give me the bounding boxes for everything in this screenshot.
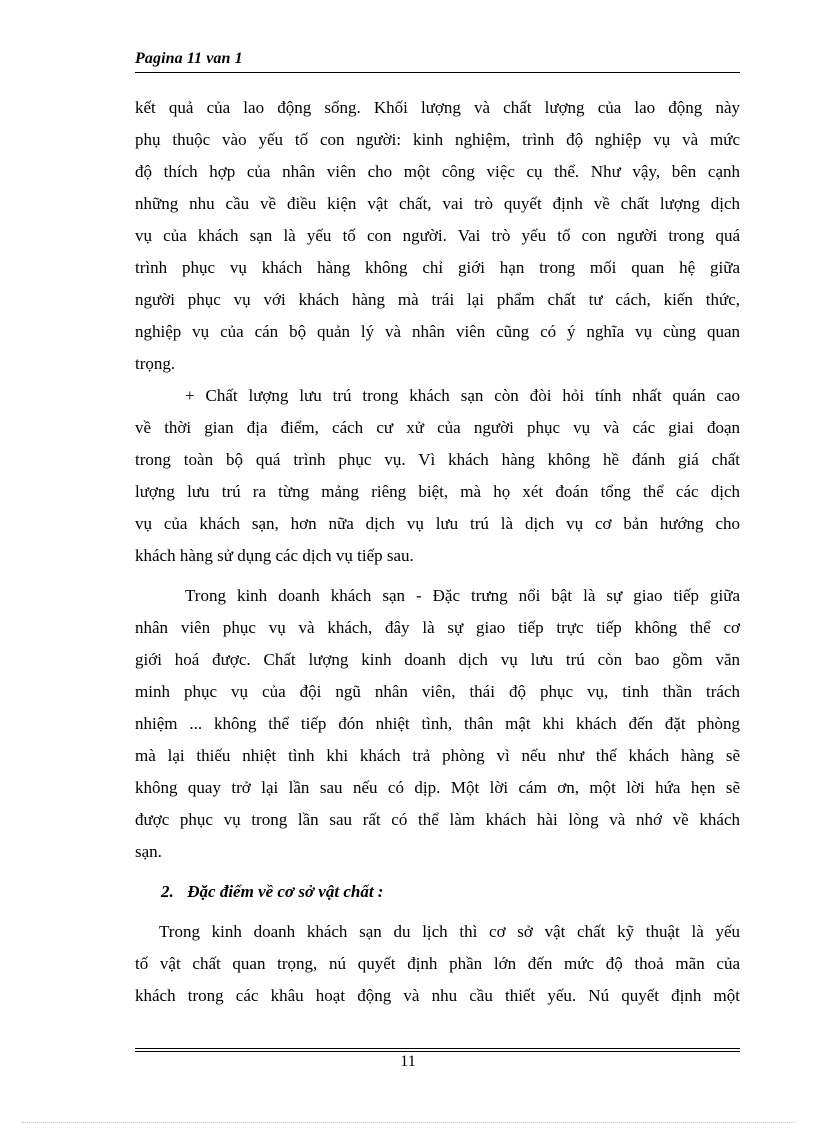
paragraph-3: [135, 580, 740, 868]
page-number: 11: [400, 1053, 416, 1070]
text-line: mà lại thiếu nhiệt tình khi khách trả phòng vì nếu như thế khách hàng sẽ: [135, 746, 740, 765]
paragraph-4: [135, 916, 740, 1012]
paragraph-1: [135, 92, 740, 380]
text-line: nghiệp vụ của cán bộ quản lý và nhân viên cũng có ý nghĩa vụ cùng quan: [135, 322, 740, 341]
text-line: Trong kinh doanh khách sạn - Đặc trưng nổi bật là sự giao tiếp giữa: [185, 586, 740, 605]
text-line: người phục vụ với khách hàng mà trái lại phẩm chất tư cách, kiến thức,: [135, 290, 740, 309]
section-title: Đặc điểm về cơ sở vật chất :: [187, 882, 384, 901]
paragraph-2: [135, 380, 740, 572]
text-line: nhiệm ... không thể tiếp đón nhiệt tình, thân mật khi khách đến đặt phòng: [135, 714, 740, 733]
text-line: độ thích hợp của nhân viên cho một công việc cụ thể. Như vậy, bên cạnh: [135, 162, 740, 181]
text-line: về thời gian địa điểm, cách cư xử của người phục vụ và các giai đoạn: [135, 418, 740, 437]
text-line: trọng.: [135, 354, 176, 373]
header-title: Pagina 11 van 1: [135, 50, 243, 67]
text-line: sạn.: [135, 842, 162, 861]
text-line: khách trong các khâu hoạt động và nhu cầu thiết yếu. Nú quyết định một: [135, 986, 740, 1005]
section-number: 2.: [161, 882, 174, 901]
text-line: được phục vụ trong lần sau rất có thể làm khách hài lòng và nhớ về khách: [135, 810, 740, 829]
page-header: [135, 48, 740, 73]
text-line: trình phục vụ khách hàng không chỉ giới hạn trong mối quan hệ giữa: [135, 258, 740, 277]
section-heading: [135, 876, 740, 908]
text-line: tố vật chất quan trọng, nú quyết định phần lớn đến mức độ thoả mãn của: [135, 954, 740, 973]
document-body: [135, 92, 740, 1012]
text-line: minh phục vụ của đội ngũ nhân viên, thái độ phục vụ, tinh thần trách: [135, 682, 740, 701]
text-line: trong toàn bộ quá trình phục vụ. Vì khách hàng không hề đánh giá chất: [135, 450, 740, 469]
text-line: Trong kinh doanh khách sạn du lịch thì cơ sở vật chất kỹ thuật là yếu: [159, 922, 740, 941]
text-line: + Chất lượng lưu trú trong khách sạn còn đòi hỏi tính nhất quán cao: [185, 386, 740, 405]
text-line: vụ của khách sạn là yếu tố con người. Vai trò yếu tố con người trong quá: [135, 226, 740, 245]
text-line: không quay trở lại lần sau nếu có dịp. Một lời cám ơn, một lời hứa hẹn sẽ: [135, 778, 740, 797]
text-line: nhân viên phục vụ và khách, đây là sự giao tiếp trực tiếp không thể cơ: [135, 618, 740, 637]
text-line: phụ thuộc vào yếu tố con người: kinh nghiệm, trình độ nghiệp vụ và mức: [135, 130, 740, 149]
text-line: kết quả của lao động sống. Khối lượng và chất lượng của lao động này: [135, 98, 740, 117]
text-line: những nhu cầu về điều kiện vật chất, vai trò quyết định về chất lượng dịch: [135, 194, 740, 213]
text-line: giới hoá được. Chất lượng kinh doanh dịch vụ lưu trú còn bao gồm văn: [135, 650, 740, 669]
footer-divider: [135, 1051, 740, 1052]
text-line: lượng lưu trú ra từng mảng riêng biệt, mà họ xét đoán tổng thể các dịch: [135, 482, 740, 501]
footer-divider: [135, 1048, 740, 1049]
text-line: khách hàng sử dụng các dịch vụ tiếp sau.: [135, 546, 414, 565]
text-line: vụ của khách sạn, hơn nữa dịch vụ lưu trú là dịch vụ cơ bản hướng cho: [135, 514, 740, 533]
